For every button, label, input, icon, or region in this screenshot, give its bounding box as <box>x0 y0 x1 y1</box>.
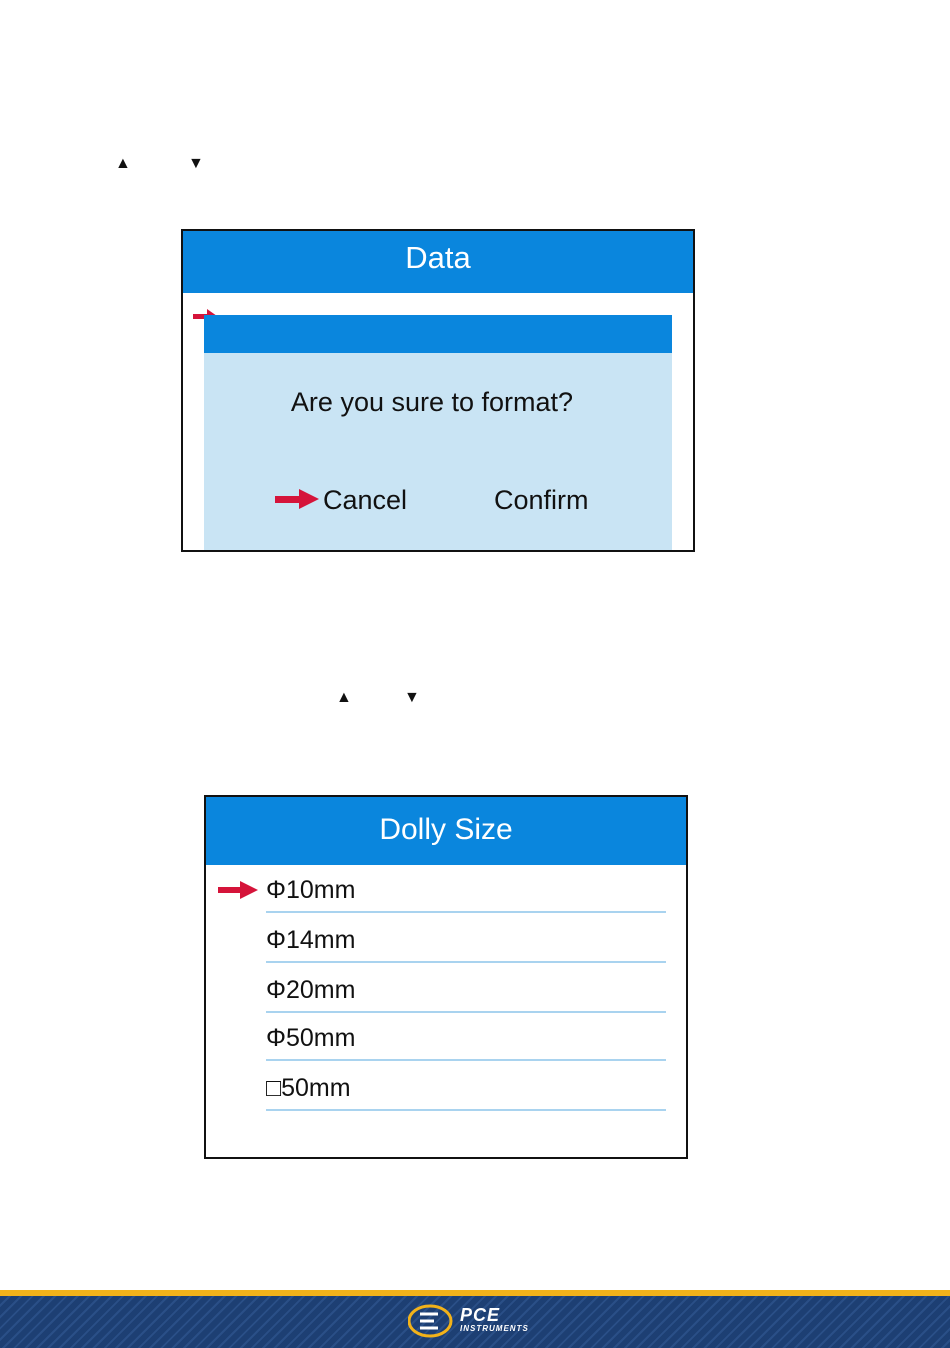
dialog-title-bar <box>204 315 672 353</box>
dolly-size-screen <box>204 795 688 1159</box>
dolly-option-14mm[interactable] <box>266 915 666 963</box>
dolly-option-10mm[interactable] <box>266 865 666 913</box>
logo-subtitle: INSTRUMENTS <box>460 1324 529 1333</box>
logo-brand: PCE <box>460 1305 501 1325</box>
up-arrow-icon: ▲ <box>336 689 352 706</box>
format-confirm-dialog <box>204 315 672 552</box>
screen-title: Data <box>183 231 693 293</box>
dolly-option-50mm-round[interactable] <box>266 1013 666 1061</box>
option-label: Φ20mm <box>266 976 356 1004</box>
selection-arrow-icon <box>275 489 319 509</box>
option-label: Φ10mm <box>266 876 356 904</box>
selection-arrow-icon <box>218 881 258 899</box>
confirm-button[interactable]: Confirm <box>494 485 589 515</box>
dialog-question: Are you sure to format? <box>290 387 574 417</box>
option-label: □50mm <box>266 1074 351 1102</box>
page-footer <box>0 1290 950 1348</box>
option-label: Φ14mm <box>266 926 356 954</box>
format-screen <box>181 229 695 552</box>
option-label: Φ50mm <box>266 1024 356 1052</box>
pce-logo-icon <box>408 1304 456 1338</box>
down-arrow-icon: ▼ <box>404 689 420 706</box>
cancel-label: Cancel <box>323 485 408 515</box>
up-arrow-icon: ▲ <box>115 155 131 172</box>
down-arrow-icon: ▼ <box>188 155 204 172</box>
dolly-option-50mm-square[interactable] <box>266 1063 666 1111</box>
dolly-option-20mm[interactable] <box>266 965 666 1013</box>
screen-title: Dolly Size <box>206 797 686 865</box>
